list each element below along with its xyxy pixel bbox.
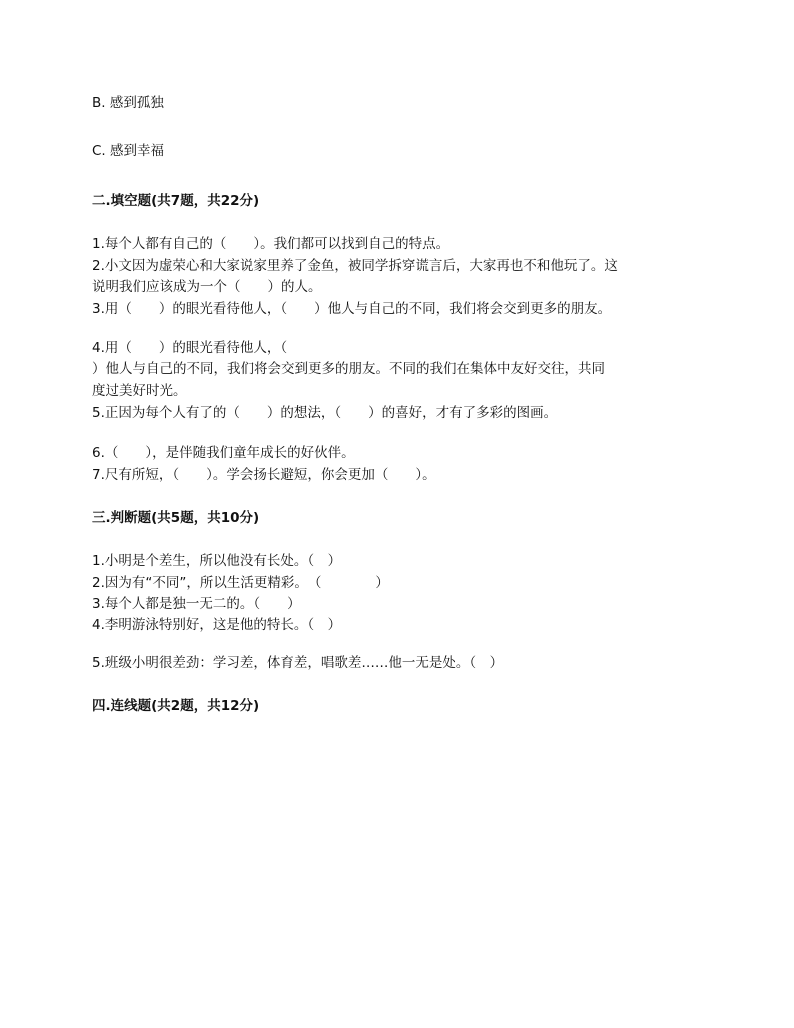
option-c: C. 感到幸福	[92, 143, 165, 159]
fill-blank-q6: 6.（ ），是伴随我们童年成长的好伙伴。	[92, 445, 355, 461]
judgment-q5: 5.班级小明很差劲：学习差，体育差，唱歌差……他一无是处。（ ）	[92, 655, 504, 671]
fill-blank-q1: 1.每个人都有自己的（ ）。我们都可以找到自己的特点。	[92, 236, 450, 252]
judgment-q1: 1.小明是个差生，所以他没有长处。（ ）	[92, 553, 342, 569]
section-heading-judgment: 三.判断题(共5题，共10分)	[92, 510, 260, 526]
judgment-q2: 2.因为有“不同”，所以生活更精彩。 （ ）	[92, 575, 389, 591]
fill-blank-q7: 7.尺有所短，（ ）。学会扬长避短，你会更加（ ）。	[92, 467, 436, 483]
fill-blank-q4-line2: ）他人与自己的不同，我们将会交到更多的朋友。不同的我们在集体中友好交往，共同	[92, 361, 605, 377]
section-heading-matching: 四.连线题(共2题，共12分)	[92, 698, 260, 714]
fill-blank-q5: 5.正因为每个人有了的（ ）的想法，（ ）的喜好，才有了多彩的图画。	[92, 405, 558, 421]
fill-blank-q3: 3.用（ ）的眼光看待他人，（ ）他人与自己的不同，我们将会交到更多的朋友。	[92, 301, 612, 317]
judgment-q4: 4.李明游泳特别好，这是他的特长。（ ）	[92, 617, 342, 633]
fill-blank-q2-line2: 说明我们应该成为一个（ ）的人。	[92, 279, 322, 295]
fill-blank-q4-line3: 度过美好时光。	[92, 383, 187, 399]
fill-blank-q2-line1: 2.小文因为虚荣心和大家说家里养了金鱼，被同学拆穿谎言后，大家再也不和他玩了。这	[92, 258, 618, 274]
option-b: B. 感到孤独	[92, 95, 164, 111]
section-heading-fill-blank: 二.填空题(共7题，共22分)	[92, 193, 260, 209]
judgment-q3: 3.每个人都是独一无二的。（ ）	[92, 596, 301, 612]
fill-blank-q4-line1: 4.用（ ）的眼光看待他人，（	[92, 340, 288, 356]
